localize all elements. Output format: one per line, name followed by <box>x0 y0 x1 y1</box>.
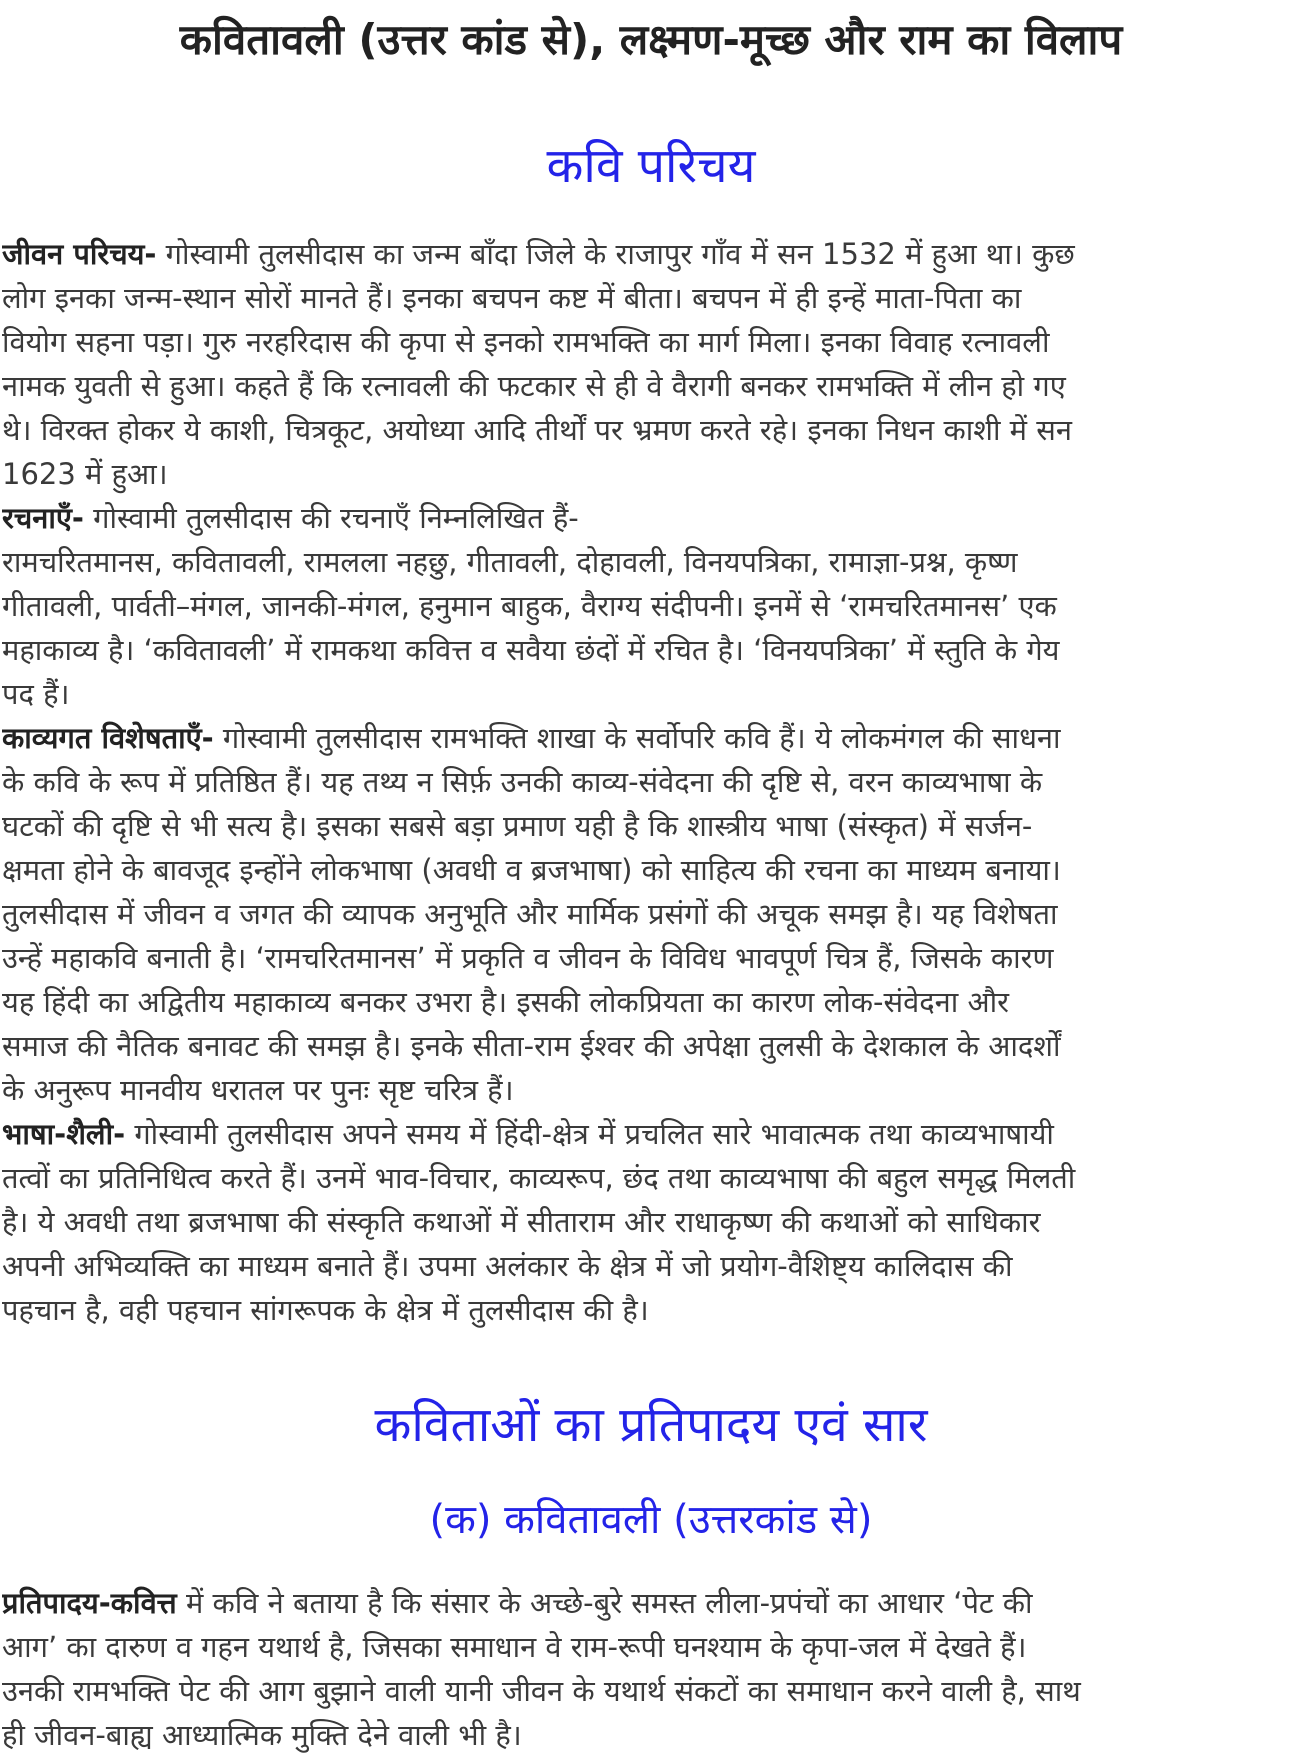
poetic-features-text: के कवि के रूप में प्रतिष्ठित हैं। यह तथ्य न सिर्फ़ उनकी काव्य-संवेदना की दृष्टि से, वरन काव्यभाषा के <box>2 765 1043 799</box>
works-line <box>2 540 1302 584</box>
pratipadya-line <box>2 1625 1302 1669</box>
language-style-line <box>2 1244 1302 1288</box>
poetic-features-text: समाज की नैतिक बनावट की समझ है। इनके सीता-राम ईश्वर की अपेक्षा तुलसी के देशकाल के आदर्शों <box>2 1029 1061 1063</box>
biography-line <box>2 408 1302 452</box>
subheading-kavitavali: (क) कवितावली (उत्तरकांड से) <box>429 1497 873 1543</box>
language-style-line <box>2 1112 1302 1156</box>
biography-line <box>2 364 1302 408</box>
pratipadya-line <box>2 1669 1302 1713</box>
biography-line <box>2 232 1302 276</box>
pratipadya-text: आग’ का दारुण व गहन यथार्थ है, जिसका समाधान वे राम-रूपी घनश्याम के कृपा-जल में देखते हैं। <box>2 1630 1027 1664</box>
language-style-text: तत्वों का प्रतिनिधित्व करते हैं। उनमें भाव-विचार, काव्यरूप, छंद तथा काव्यभाषा की बहुल समृद्ध मिलती <box>2 1161 1076 1195</box>
works-line <box>2 496 1302 540</box>
language-style-line <box>2 1288 1302 1332</box>
biography-text: नामक युवती से हुआ। कहते हैं कि रत्नावली की फटकार से ही वे वैरागी बनकर रामभक्ति में लीन हो गए <box>2 369 1066 403</box>
biography-label: जीवन परिचय- <box>2 237 157 271</box>
language-style-text: गोस्वामी तुलसीदास अपने समय में हिंदी-क्षेत्र में प्रचलित सारे भावात्मक तथा काव्यभाषायी <box>125 1117 1054 1151</box>
works-label: रचनाएँ- <box>2 501 84 535</box>
poetic-features-line <box>2 1024 1302 1068</box>
page-title: कवितावली (उत्तर कांड से), लक्ष्मण-मूच्छ और राम का विलाप <box>179 15 1123 64</box>
works-line <box>2 628 1302 672</box>
language-style-label: भाषा-शैली- <box>2 1117 126 1151</box>
poetic-features-text: के अनुरूप मानवीय धरातल पर पुनः सृष्ट चरित्र हैं। <box>2 1073 514 1107</box>
poetic-features-text: गोस्वामी तुलसीदास रामभक्ति शाखा के सर्वोपरि कवि हैं। ये लोकमंगल की साधना <box>213 721 1061 755</box>
language-style-text: है। ये अवधी तथा ब्रजभाषा की संस्कृति कथाओं में सीताराम और राधाकृष्ण की कथाओं को साधिकार <box>2 1205 1041 1239</box>
works-text: महाकाव्य है। ‘कवितावली’ में रामकथा कवित्त व सवैया छंदों में रचित है। ‘विनयपत्रिका’ में स्तुति के गेय <box>2 633 1060 667</box>
works-text: गीतावली, पार्वती–मंगल, जानकी-मंगल, हनुमान बाहुक, वैराग्य संदीपनी। इनमें से ‘रामचरितमानस’ एक <box>2 589 1057 623</box>
pratipadya-text: उनकी रामभक्ति पेट की आग बुझाने वाली यानी जीवन के यथार्थ संकटों का समाधान करने वाली है, साथ <box>2 1674 1081 1708</box>
biography-text: थे। विरक्त होकर ये काशी, चित्रकूट, अयोध्या आदि तीर्थों पर भ्रमण करते रहे। इनका निधन काशी में सन <box>2 413 1072 447</box>
heading-poet-intro: कवि परिचय <box>546 138 756 194</box>
poetic-features-text: तुलसीदास में जीवन व जगत की व्यापक अनुभूति और मार्मिक प्रसंगों की अचूक समझ है। यह विशेषता <box>2 897 1058 931</box>
language-style-line <box>2 1156 1302 1200</box>
heading-summary: कविताओं का प्रतिपादय एवं सार <box>374 1397 928 1453</box>
poetic-features-line <box>2 716 1302 760</box>
poetic-features-line <box>2 1068 1302 1112</box>
pratipadya-label: प्रतिपादय-कवित्त <box>2 1586 177 1620</box>
poetic-features-label: काव्यगत विशेषताएँ- <box>2 721 214 755</box>
pratipadya-text: ही जीवन-बाह्य आध्यात्मिक मुक्ति देने वाली भी है। <box>2 1718 522 1752</box>
pratipadya-line <box>2 1581 1302 1625</box>
works-text: गोस्वामी तुलसीदास की रचनाएँ निम्नलिखित हैं- <box>83 501 579 535</box>
works-line <box>2 672 1302 716</box>
biography-line <box>2 276 1302 320</box>
poetic-features-line <box>2 936 1302 980</box>
works-line <box>2 584 1302 628</box>
biography-text: लोग इनका जन्म-स्थान सोरों मानते हैं। इनका बचपन कष्ट में बीता। बचपन में ही इन्हें माता-पिता का <box>2 281 1022 315</box>
language-style-line <box>2 1200 1302 1244</box>
biography-text: 1623 में हुआ। <box>2 457 168 491</box>
biography-text: वियोग सहना पड़ा। गुरु नरहरिदास की कृपा से इनको रामभक्ति का मार्ग मिला। इनका विवाह रत्नावली <box>2 325 1050 359</box>
language-style-text: पहचान है, वही पहचान सांगरूपक के क्षेत्र में तुलसीदास की है। <box>2 1293 649 1327</box>
poetic-features-text: यह हिंदी का अद्वितीय महाकाव्य बनकर उभरा है। इसकी लोकप्रियता का कारण लोक-संवेदना और <box>2 985 1009 1019</box>
poetic-features-text: घटकों की दृष्टि से भी सत्य है। इसका सबसे बड़ा प्रमाण यही है कि शास्त्रीय भाषा (संस्कृत) में सर्जन- <box>2 809 1033 843</box>
poetic-features-line <box>2 804 1302 848</box>
biography-text: गोस्वामी तुलसीदास का जन्म बाँदा जिले के राजापुर गाँव में सन 1532 में हुआ था। कुछ <box>156 237 1075 271</box>
poetic-features-line <box>2 760 1302 804</box>
poetic-features-line <box>2 848 1302 892</box>
pratipadya-text: में कवि ने बताया है कि संसार के अच्छे-बुरे समस्त लीला-प्रपंचों का आधार ‘पेट की <box>176 1586 1033 1620</box>
summary-body <box>2 1581 1302 1757</box>
language-style-text: अपनी अभिव्यक्ति का माध्यम बनाते हैं। उपमा अलंकार के क्षेत्र में जो प्रयोग-वैशिष्ट्य कालिदास की <box>2 1249 1013 1283</box>
poetic-features-text: उन्हें महाकवि बनाती है। ‘रामचरितमानस’ में प्रकृति व जीवन के विविध भावपूर्ण चित्र हैं, जिसके कारण <box>2 941 1054 975</box>
poetic-features-line <box>2 892 1302 936</box>
poetic-features-line <box>2 980 1302 1024</box>
biography-line <box>2 452 1302 496</box>
pratipadya-line <box>2 1713 1302 1757</box>
poetic-features-text: क्षमता होने के बावजूद इन्होंने लोकभाषा (अवधी व ब्रजभाषा) को साहित्य की रचना का माध्यम बनाया। <box>2 853 1061 887</box>
poet-intro-body <box>2 232 1302 1332</box>
works-text: रामचरितमानस, कवितावली, रामलला नहछु, गीतावली, दोहावली, विनयपत्रिका, रामाज्ञा-प्रश्न, कृष्ण <box>2 545 1018 579</box>
biography-line <box>2 320 1302 364</box>
works-text: पद हैं। <box>2 677 70 711</box>
